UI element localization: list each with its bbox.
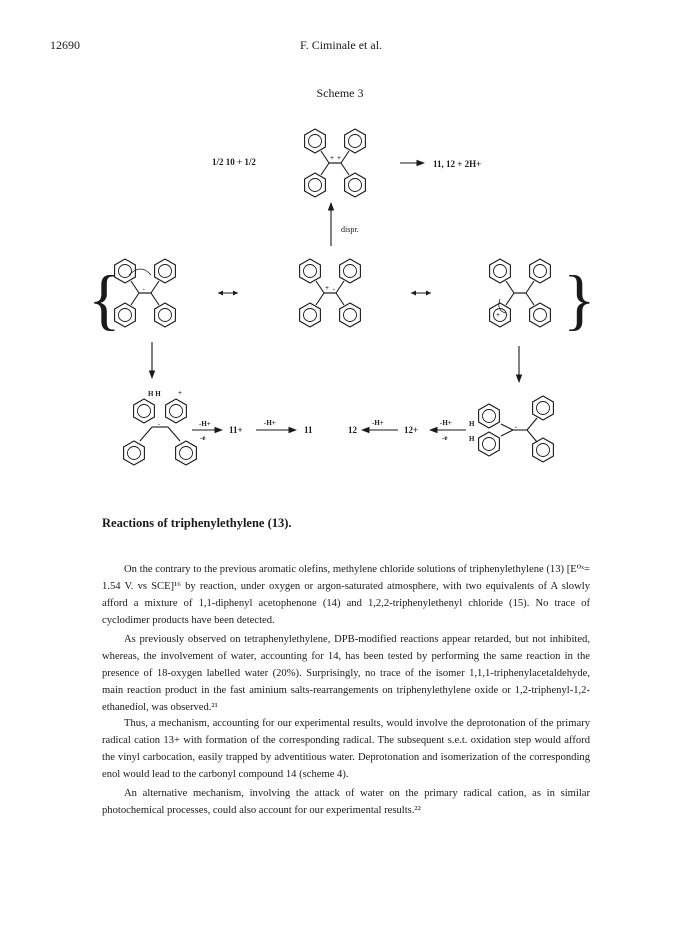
paragraph-1: On the contrary to the previous aromatic olefins, methylene chloride solutions of triphenylethylene (13) [E⁰ˣ= 1.54 V. vs SCE]¹⁶ by reaction, under oxygen or argon-saturated atmosphere, with two equivalents of A slowly afford a mixture of 1,1-diphenyl acetophenone (14) and 1,2,2-triphenylethenyl chloride (15). No trace of cyclodimer products have been detected. — [102, 564, 590, 626]
cyclized-left-molecule — [124, 389, 197, 465]
paragraph-3: Thus, a mechanism, accounting for our experimental results, would involve the deprotonation of the primary radical cation 13+ with formation of the corresponding radical. The subsequent s.e.t. oxidation step would afford the vinyl carbocation, easily trapped by adventitious water. Deprotonation and isomerization of the corresponding enol would lead to the carbonyl compound 14 (scheme 4). — [102, 718, 590, 780]
h-label-left: H H — [148, 390, 161, 398]
step1-label: -H+ — [199, 420, 211, 428]
step4-label: -H+ — [440, 419, 452, 427]
scheme-title: Scheme 3 — [316, 86, 364, 100]
h-label-right-2: H — [469, 435, 475, 443]
svg-text:.: . — [158, 419, 160, 427]
top-right-label: 11, 12 + 2H+ — [433, 159, 482, 169]
svg-text:+: + — [178, 389, 182, 397]
svg-text:+: + — [330, 154, 334, 162]
dispr-label: dispr. — [341, 225, 359, 234]
step3-label: -H+ — [372, 419, 384, 427]
top-left-label: 1/2 10 + 1/2 — [212, 157, 256, 167]
step2-label: -H+ — [264, 419, 276, 427]
svg-text:+: + — [496, 311, 500, 319]
intermediate-11-cation: 11+ — [229, 425, 243, 435]
resonance-arrow-1 — [218, 291, 238, 296]
svg-text:.: . — [333, 284, 335, 292]
h-label-right-1: H — [469, 420, 475, 428]
section-heading: Reactions of triphenylethylene (13). — [102, 516, 292, 530]
resonance-arrow-2 — [411, 291, 431, 296]
paragraph-4: An alternative mechanism, involving the attack of water on the primary radical cation, as in similar photochemical processes, could also account for our experimental results.²² — [102, 788, 590, 816]
intermediate-12: 12 — [348, 425, 357, 435]
resonance-left-molecule — [115, 259, 176, 327]
svg-text:.: . — [515, 422, 517, 430]
dication-molecule — [305, 129, 366, 197]
step4b-label: -e — [442, 434, 448, 442]
left-brace: { — [88, 261, 121, 337]
running-head: F. Ciminale et al. — [300, 38, 383, 52]
step1b-label: -e — [200, 434, 206, 442]
cyclized-right-molecule — [469, 396, 553, 462]
svg-text:.: . — [143, 284, 145, 292]
intermediate-12-cation: 12+ — [404, 425, 419, 435]
right-brace: } — [563, 261, 596, 337]
intermediate-11: 11 — [304, 425, 313, 435]
radical-cation-molecule — [300, 259, 361, 327]
svg-text:+: + — [337, 154, 341, 162]
page-number: 12690 — [50, 38, 80, 52]
paragraph-2: As previously observed on tetraphenylethylene, DPB-modified reactions appear retarded, but not inhibited, whereas, the involvement of water, accounting for 14, has been tested by performing the same reaction in the presence of 18-oxygen labelled water (20%). Surprisingly, no trace of the isomer 1,1,1-triphenylacetaldehyde, main reaction product in the fast aminium salts-rearrangements on triphenylethylene oxide or 1,2-triphenyl-1,2-ethanediol, was observed.²¹ — [102, 634, 590, 713]
svg-text:+: + — [325, 284, 329, 292]
resonance-right-molecule — [490, 259, 551, 327]
